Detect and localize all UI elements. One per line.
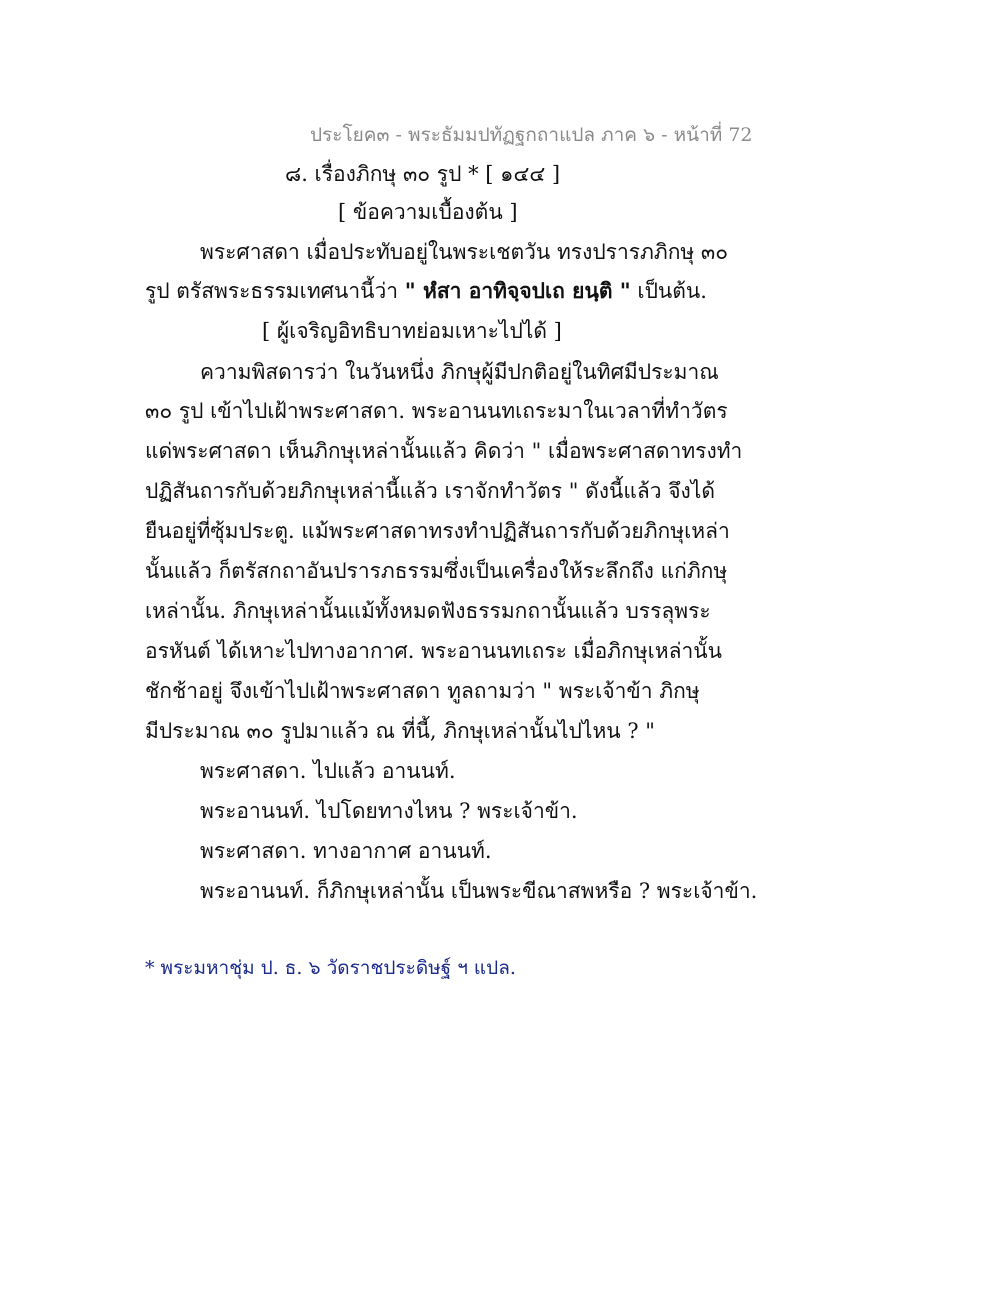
dialogue-line: พระอานนท์. ก็ภิกษุเหล่านั้น เป็นพระขีณาสพหรือ ? พระเจ้าข้า. <box>200 879 758 903</box>
paragraph-line: แด่พระศาสดา เห็นภิกษุเหล่านั้นแล้ว คิดว่า " เมื่อพระศาสดาทรงทำ <box>145 439 743 463</box>
paragraph-line: ๓๐ รูป เข้าไปเฝ้าพระศาสดา. พระอานนทเถระมาในเวลาที่ทำวัตร <box>145 399 728 423</box>
dialogue-line: พระศาสดา. ทางอากาศ อานนท์. <box>200 839 492 863</box>
paragraph-line: อรหันต์ ได้เหาะไปทางอากาศ. พระอานนทเถระ เมื่อภิกษุเหล่านั้น <box>145 639 722 663</box>
footnote: * พระมหาชุ่ม ป. ธ. ๖ วัดราชประดิษฐ์ ฯ แปล. <box>145 957 516 979</box>
dialogue-line: พระศาสดา. ไปแล้ว อานนท์. <box>200 759 456 783</box>
intro-line-2 <box>145 276 707 306</box>
intro-line-1: พระศาสดา เมื่อประทับอยู่ในพระเชตวัน ทรงปรารภภิกษุ ๓๐ <box>200 240 729 264</box>
paragraph-line: เหล่านั้น. ภิกษุเหล่านั้นแม้ทั้งหมดฟังธรรมกถานั้นแล้ว บรรลุพระ <box>145 599 711 623</box>
paragraph-line: ปฏิสันถารกับด้วยภิกษุเหล่านี้แล้ว เราจักทำวัตร " ดังนี้แล้ว จึงได้ <box>145 479 715 503</box>
dialogue-line: พระอานนท์. ไปโดยทางไหน ? พระเจ้าข้า. <box>200 799 578 823</box>
pali-verse-quote: " หํสา อาทิจฺจปเถ ยนฺติ " <box>404 278 631 303</box>
section-heading: [ ผู้เจริญอิทธิบาทย่อมเหาะไปได้ ] <box>262 319 562 343</box>
paragraph-line: ชักช้าอยู่ จึงเข้าไปเฝ้าพระศาสดา ทูลถามว่า " พระเจ้าข้า ภิกษุ <box>145 679 700 703</box>
paragraph-line: นั้นแล้ว ก็ตรัสกถาอันปรารภธรรมซึ่งเป็นเครื่องให้ระลึกถึง แก่ภิกษุ <box>145 559 728 583</box>
intro-heading: [ ข้อความเบื้องต้น ] <box>338 200 518 224</box>
intro-line-2-end: เป็นต้น. <box>637 279 707 303</box>
paragraph-line: ความพิสดารว่า ในวันหนึ่ง ภิกษุผู้มีปกติอยู่ในทิศมีประมาณ <box>200 360 719 384</box>
story-title: ๘. เรื่องภิกษุ ๓๐ รูป * [ ๑๔๔ ] <box>285 162 561 186</box>
page-header: ประโยค๓ - พระธัมมปทัฏฐกถาแปล ภาค ๖ - หน้าที่ 72 <box>310 124 753 146</box>
paragraph-line: ยืนอยู่ที่ซุ้มประตู. แม้พระศาสดาทรงทำปฏิสันถารกับด้วยภิกษุเหล่า <box>145 519 730 543</box>
intro-line-2-text: รูป ตรัสพระธรรมเทศนานี้ว่า <box>145 279 399 303</box>
paragraph-line: มีประมาณ ๓๐ รูปมาแล้ว ณ ที่นี้, ภิกษุเหล่านั้นไปไหน ? " <box>145 719 655 743</box>
